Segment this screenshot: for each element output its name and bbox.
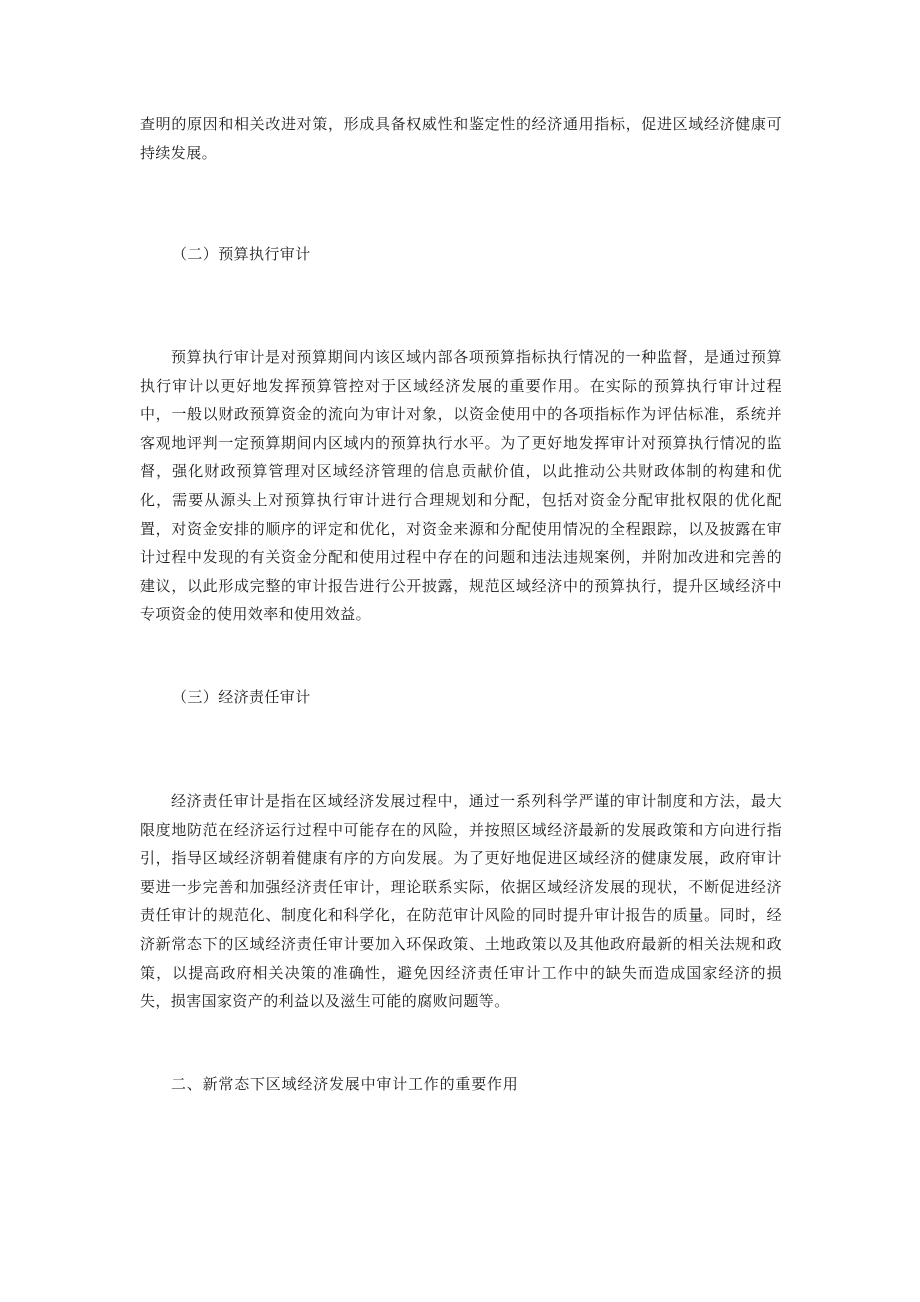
- paragraph-continuation: 查明的原因和相关改进对策，形成具备权威性和鉴定性的经济通用指标，促进区域经济健康可持续发展。: [140, 115, 782, 162]
- chapter-heading-section-two: 二、新常态下区域经济发展中审计工作的重要作用: [171, 1075, 519, 1093]
- paragraph-budget-audit: 预算执行审计是对预算期间内该区域内部各项预算指标执行情况的一种监督，是通过预算执行审计以更好地发挥预算管控对于区域经济发展的重要作用。在实际的预算执行审计过程中，一般以财政预算资金的流向为审计对象，以资金使用中的各项指标作为评估标准，系统并客观地评判一定预算期间内区域内的预算执行水平。为了更好地发挥审计对预算执行情况的监督，强化财政预算管理对区域经济管理的信息贡献价值，以此推动公共财政体制的构建和优化，需要从源头上对预算执行审计进行合理规划和分配，包括对资金分配审批权限的优化配置，对资金安排的顺序的评定和优化，对资金来源和分配使用情况的全程跟踪，以及披露在审计过程中发现的有关资金分配和使用过程中存在的问题和违法违规案例，并附加改进和完善的建议，以此形成完整的审计报告进行公开披露，规范区域经济中的预算执行，提升区域经济中专项资金的使用效率和使用效益。: [140, 348, 782, 624]
- paragraph-economic-audit: 经济责任审计是指在区域经济发展过程中，通过一系列科学严谨的审计制度和方法，最大限度地防范在经济运行过程中可能存在的风险，并按照区域经济最新的发展政策和方向进行指引，指导区域经济朝着健康有序的方向发展。为了更好地促进区域经济的健康发展，政府审计要进一步完善和加强经济责任审计，理论联系实际，依据区域经济发展的现状，不断促进经济责任审计的规范化、制度化和科学化，在防范审计风险的同时提升审计报告的质量。同时，经济新常态下的区域经济责任审计要加入环保政策、土地政策以及其他政府最新的相关法规和政策，以提高政府相关决策的准确性，避免因经济责任审计工作中的缺失而造成国家经济的损失，损害国家资产的利益以及滋生可能的腐败问题等。: [140, 792, 782, 1011]
- section-heading-economic-audit: （三）经济责任审计: [172, 688, 311, 706]
- section-heading-budget-audit: （二）预算执行审计: [172, 245, 311, 263]
